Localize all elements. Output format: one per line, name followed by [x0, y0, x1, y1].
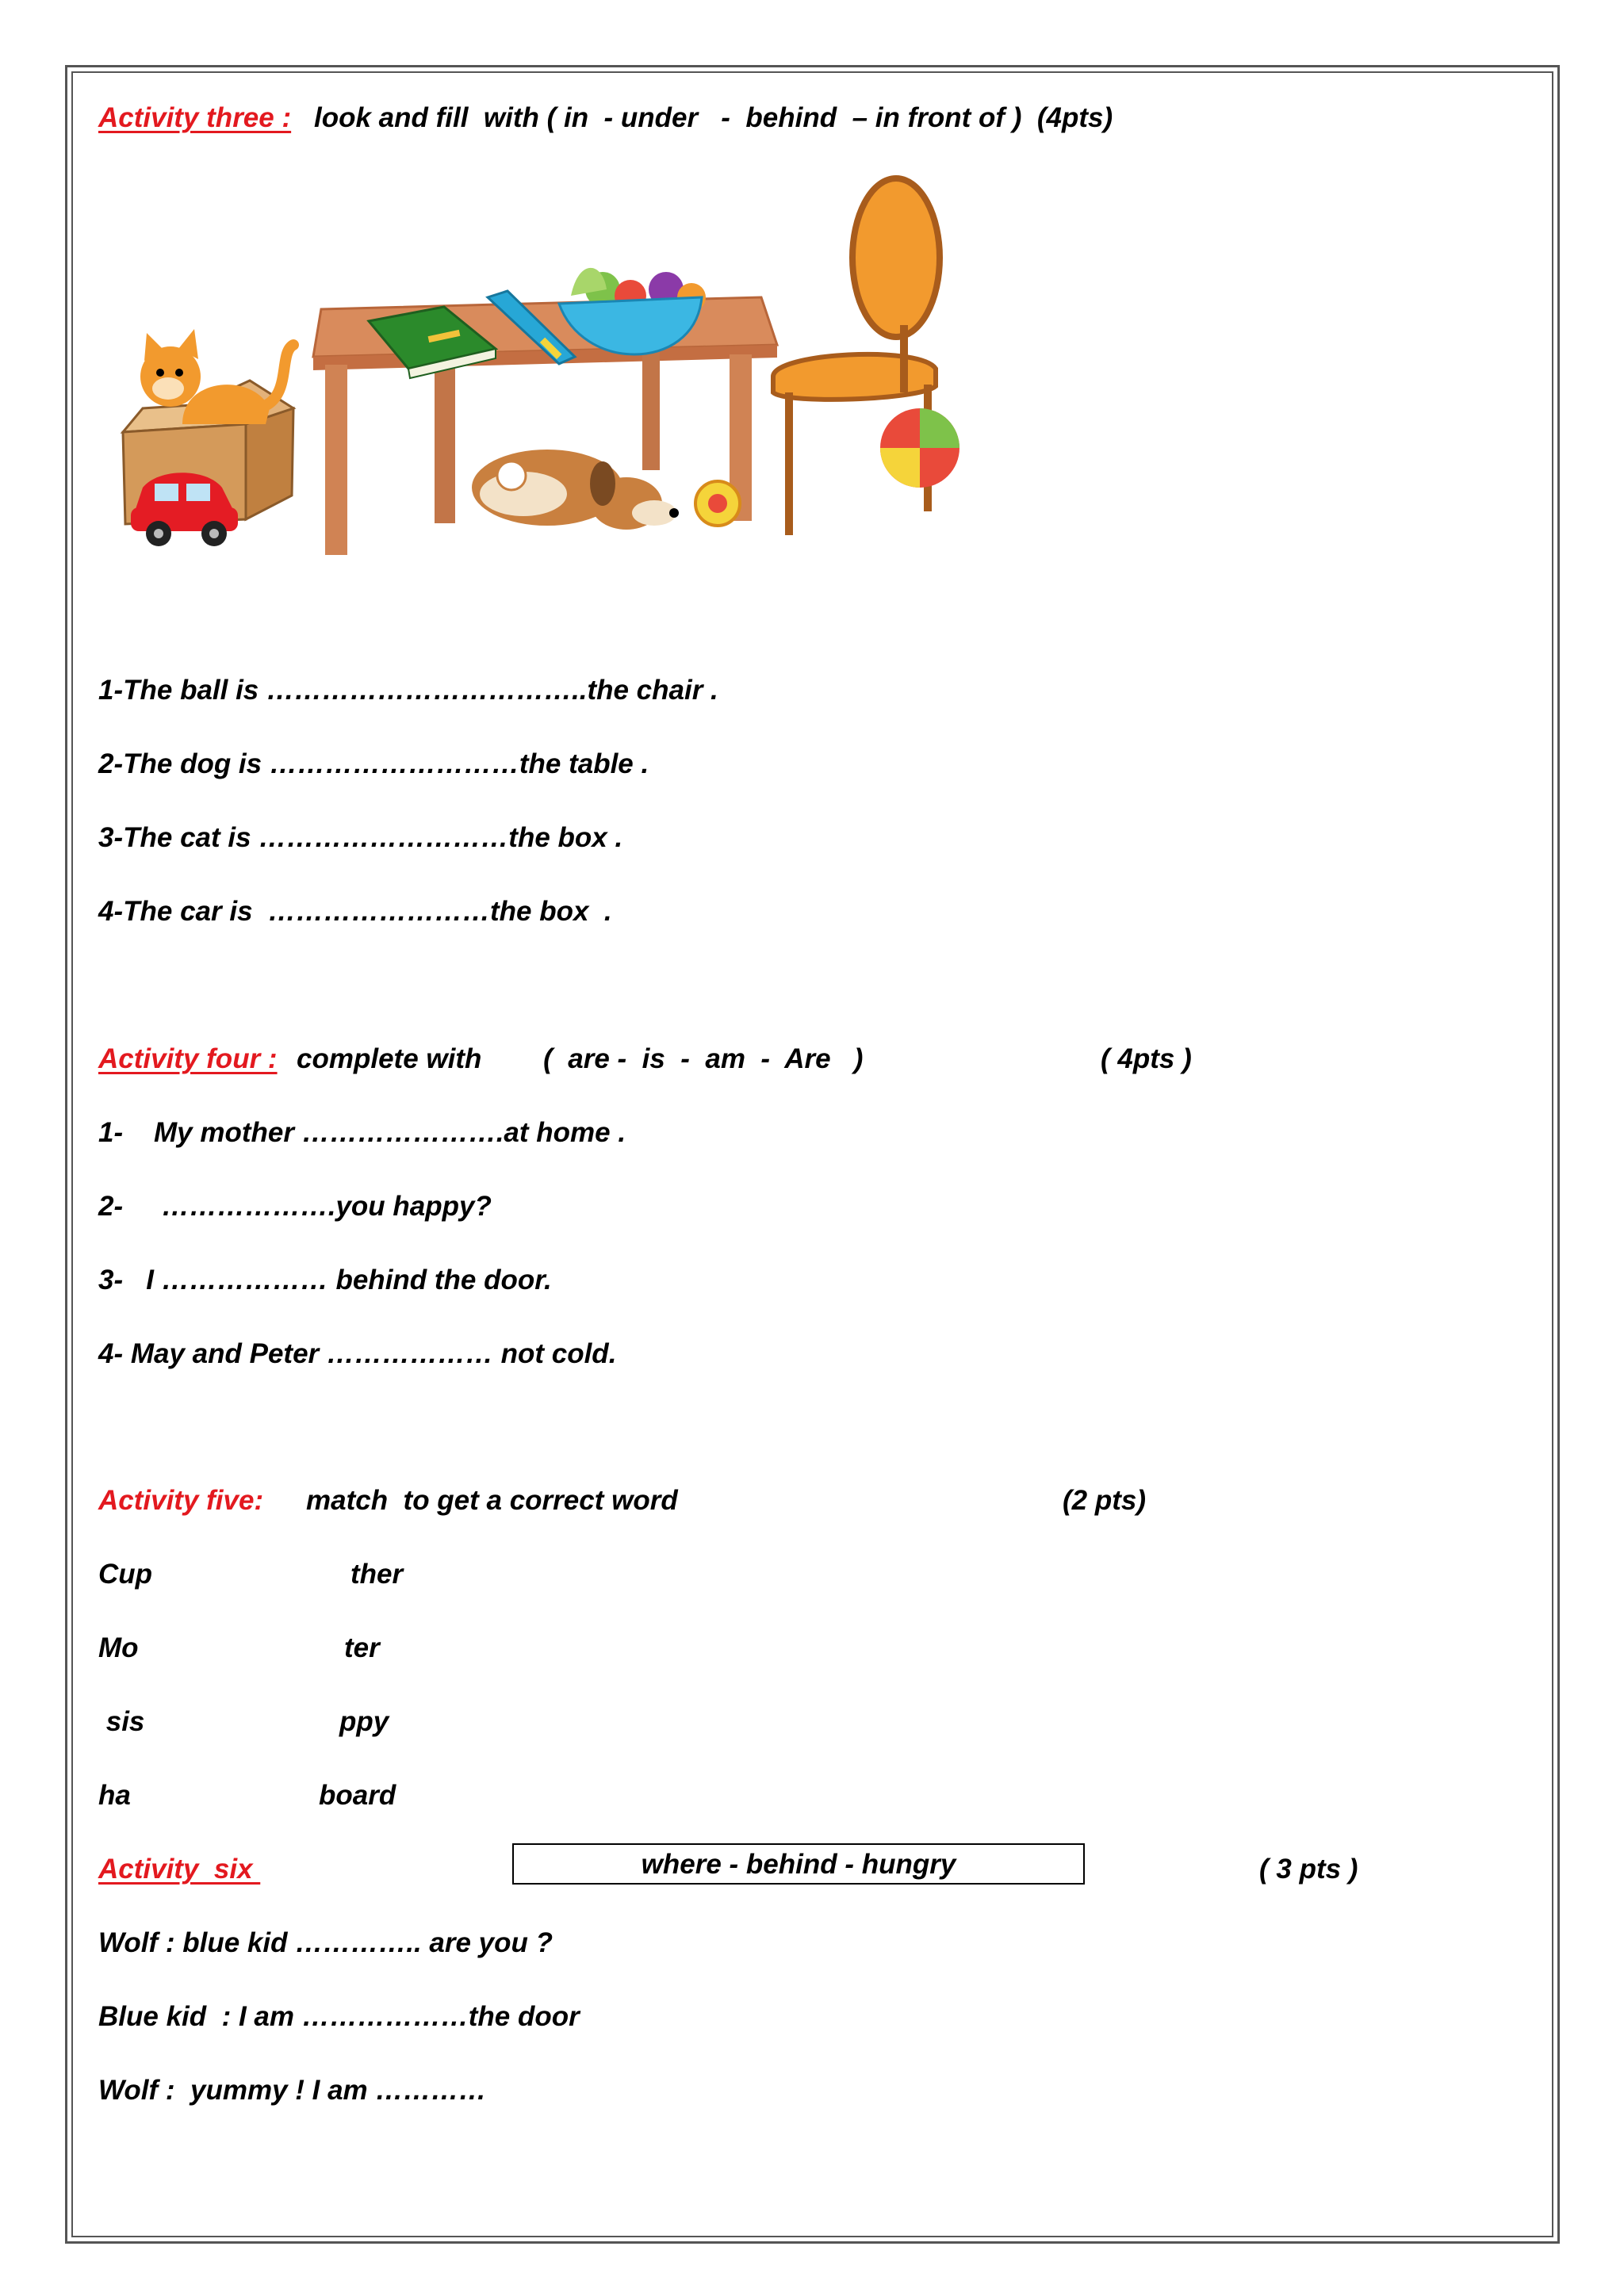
activity-four-title: Activity four :: [98, 1043, 278, 1074]
match-left-4: ha: [98, 1780, 131, 1811]
dialogue-line-1: Wolf : blue kid ………….. are you ?: [98, 1927, 553, 1958]
activity-four-question-2: 2- ……………….you happy?: [98, 1191, 492, 1222]
activity-three-question-4: 4-The car is ……………………the box .: [98, 896, 612, 927]
match-left-3: sis: [98, 1706, 145, 1737]
activity-four-question-4: 4- May and Peter ……………… not cold.: [98, 1338, 617, 1369]
activity-six-title: Activity six: [98, 1854, 261, 1885]
illustration-room-scene: [95, 170, 967, 567]
match-right-2: ter: [344, 1632, 380, 1663]
match-left-1: Cup: [98, 1559, 153, 1590]
activity-six-points: ( 3 pts ): [1259, 1854, 1358, 1885]
match-right-3: ppy: [339, 1706, 389, 1737]
dialogue-line-3: Wolf : yummy ! I am …………: [98, 2075, 487, 2106]
toy-illustration: [695, 481, 740, 526]
activity-five-instruction: match to get a correct word: [306, 1485, 678, 1516]
word-bank-words: where - behind - hungry: [641, 1849, 956, 1880]
match-right-1: ther: [350, 1559, 404, 1590]
activity-four-question-3: 3- I ……………… behind the door.: [98, 1265, 552, 1295]
activity-three-question-1: 1-The ball is ……………………………..the chair .: [98, 675, 718, 706]
activity-four-instruction: complete with ( are - is - am - Are ): [297, 1043, 864, 1074]
dialogue-line-2: Blue kid : I am ………………the door: [98, 2001, 580, 2032]
activity-three-question-2: 2-The dog is ………………………the table .: [98, 748, 649, 779]
activity-three-title: Activity three :: [98, 102, 292, 133]
activity-three-question-3: 3-The cat is ………………………the box .: [98, 822, 623, 853]
activity-four-question-1: 1- My mother ………………….at home .: [98, 1117, 626, 1148]
activity-five-points: (2 pts): [1063, 1485, 1146, 1516]
match-right-4: board: [319, 1780, 396, 1811]
activity-five-title: Activity five:: [98, 1485, 264, 1516]
word-bank-box: [512, 1843, 1085, 1885]
activity-four-points: ( 4pts ): [1101, 1043, 1192, 1074]
match-left-2: Mo: [98, 1632, 139, 1663]
activity-three-instruction: look and fill with ( in - under - behind – in front of ) (4pts): [314, 102, 1113, 133]
ball-illustration: [880, 408, 959, 488]
